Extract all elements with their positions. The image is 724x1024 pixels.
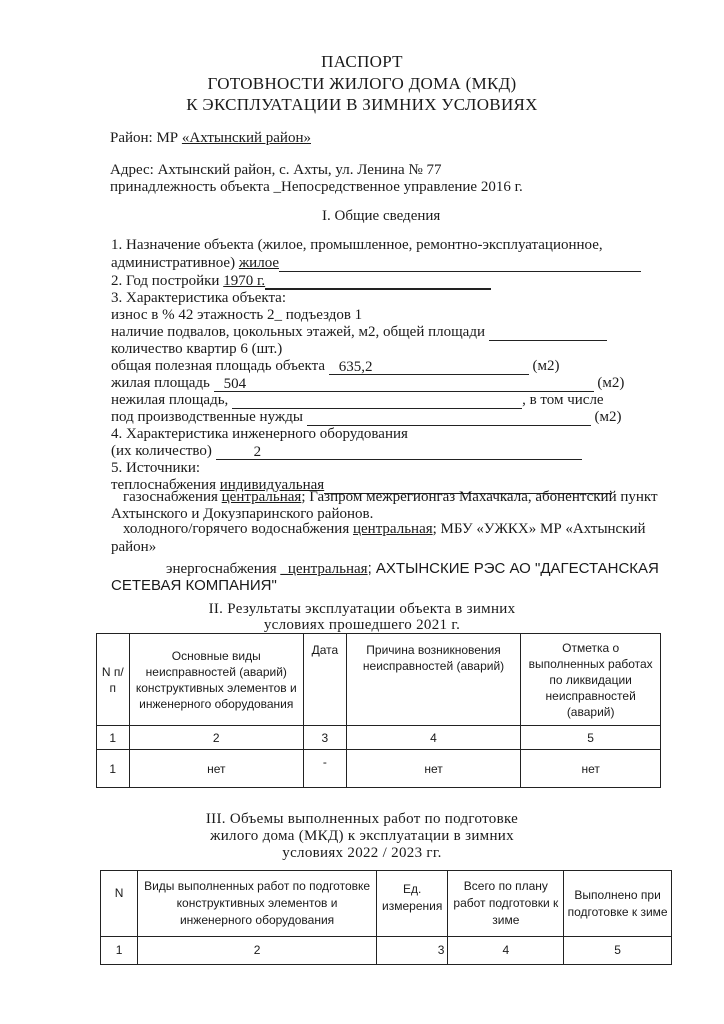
gas-provider: ; Газпром межрегионгаз Махачкала, абонентский пункт <box>301 489 658 505</box>
power-label: энергоснабжения <box>166 561 281 577</box>
item2-label: 2. Год постройки <box>111 273 224 289</box>
works-table <box>100 870 672 965</box>
living-area-line <box>111 375 624 392</box>
heat-value: индивидуальная <box>219 477 325 493</box>
table-row <box>97 750 661 788</box>
water-paragraph <box>111 520 671 539</box>
fill-line <box>307 410 591 426</box>
district-label: Район: МР <box>110 130 182 146</box>
power-line-2: СЕТЕВАЯ КОМПАНИЯ" <box>111 577 277 594</box>
section1-title: I. Общие сведения <box>322 208 441 224</box>
fill-line <box>489 325 607 341</box>
item4-count-line <box>111 443 582 460</box>
section2-title: II. Результаты эксплуатации объекта в зимних <box>208 601 516 617</box>
header-plan-total: Всего по плану работ подготовки к зиме <box>448 871 564 937</box>
header-fault-types: Основные виды неисправностей (аварий) конструктивных элементов и инженерного оборудования <box>129 634 304 726</box>
header-mark: Отметка о выполненных работах по ликвидации неисправностей (аварий) <box>521 634 661 726</box>
header-cause: Причина возникновения неисправностей (аварий) <box>346 634 521 726</box>
nonliving-area-line <box>111 392 604 409</box>
fill-line <box>279 256 641 272</box>
table-header-row <box>97 634 661 726</box>
header-number: N <box>101 871 138 937</box>
item4-title: 4. Характеристика инженерного оборудования <box>111 426 408 442</box>
ownership-line: принадлежность объекта _Непосредственное управление 2016 г. <box>110 179 523 195</box>
living-area-label: жилая площадь <box>111 375 214 391</box>
gas-paragraph <box>111 488 671 507</box>
district-value: «Ахтынский район» <box>181 130 311 146</box>
table-row <box>101 937 672 965</box>
address-line: Адрес: Ахтынский район, с. Ахты, ул. Ленина № 77 <box>110 162 442 178</box>
power-value: _центральная <box>280 561 368 577</box>
section3-title-2: жилого дома (МКД) к эксплуатации в зимних <box>210 828 514 844</box>
item1-value: жилое <box>238 255 280 271</box>
table-cell: 1 <box>101 937 138 965</box>
wear-line: износ в % 42 этажность 2_ подъездов 1 <box>111 307 363 323</box>
gas-paragraph-2: Ахтынского и Докузпаринского районов. <box>111 506 374 522</box>
gas-label: газоснабжения <box>123 489 222 505</box>
table-cell: 4 <box>448 937 564 965</box>
table-cell: 3 <box>304 726 347 750</box>
header-completed: Выполнено при подготовке к зиме <box>564 871 672 937</box>
item2-value: 1970 г. <box>223 273 266 289</box>
water-paragraph-2: район» <box>111 539 157 555</box>
power-provider: ; АХТЫНСКИЕ РЭС АО "ДАГЕСТАНСКАЯ <box>367 560 659 577</box>
production-label: под производственные нужды <box>111 409 303 425</box>
power-line <box>166 560 659 578</box>
table-cell: нет <box>346 750 521 788</box>
item3-title: 3. Характеристика объекта: <box>111 290 287 306</box>
item1-label: административное) <box>111 255 239 271</box>
table-cell: - <box>304 750 347 788</box>
results-table <box>96 633 661 788</box>
useful-area-value: 635,2 <box>338 359 373 375</box>
section3-title: III. Объемы выполненных работ по подготовке <box>205 811 519 827</box>
table-cell: нет <box>129 750 304 788</box>
living-area-value: 504 <box>223 376 247 392</box>
section2-title-2: условиях прошедшего 2021 г. <box>263 617 461 633</box>
basements-label: наличие подвалов, цокольных этажей, м2, общей площади <box>111 324 485 340</box>
nonliving-label: нежилая площадь, <box>111 392 229 408</box>
table-cell: нет <box>521 750 661 788</box>
fill-line <box>232 393 522 409</box>
document-title: ПАСПОРТ <box>321 52 403 71</box>
unit-label: (м2) <box>532 358 560 374</box>
living-area-field <box>214 376 594 392</box>
document-subtitle: ГОТОВНОСТИ ЖИЛОГО ДОМА (МКД) <box>207 74 517 93</box>
useful-area-field <box>329 359 529 375</box>
table-row <box>97 726 661 750</box>
table-cell: 4 <box>346 726 521 750</box>
header-unit: Ед. измерения <box>376 871 448 937</box>
fill-line <box>265 273 491 290</box>
water-value: центральная <box>352 521 433 537</box>
unit-label: (м2) <box>597 375 625 391</box>
item4-count-field <box>216 444 582 460</box>
table-cell: 2 <box>129 726 304 750</box>
table-cell: 1 <box>97 726 130 750</box>
gas-value: центральная <box>221 489 302 505</box>
basements-line <box>111 324 607 341</box>
header-work-types: Виды выполненных работ по подготовке конструктивных элементов и инженерного оборудования <box>138 871 377 937</box>
table-cell: 2 <box>138 937 377 965</box>
item5-title: 5. Источники: <box>111 460 201 476</box>
table-cell: 5 <box>564 937 672 965</box>
table-cell: 3 <box>376 937 448 965</box>
section3-title-3: условиях 2022 / 2023 гг. <box>282 845 442 861</box>
header-date: Дата <box>304 634 347 726</box>
heat-label: теплоснабжения <box>111 477 220 493</box>
item2-line <box>111 273 491 290</box>
district-line <box>110 130 311 147</box>
production-line <box>111 409 621 426</box>
header-number: N п/п <box>97 634 130 726</box>
item4-count-label: (их количество) <box>111 443 216 459</box>
unit-label: (м2) <box>594 409 622 425</box>
document-subtitle-2: К ЭКСПЛУАТАЦИИ В ЗИМНИХ УСЛОВИЯХ <box>186 95 538 114</box>
water-label: холодного/горячего водоснабжения <box>123 521 353 537</box>
table-cell: 5 <box>521 726 661 750</box>
useful-area-label: общая полезная площадь объекта <box>111 358 329 374</box>
item1-line1: 1. Назначение объекта (жилое, промышленное, ремонтно-эксплуатационное, <box>111 237 603 253</box>
apartments-line: количество квартир 6 (шт.) <box>111 341 283 357</box>
table-cell: 1 <box>97 750 130 788</box>
table-header-row <box>101 871 672 937</box>
useful-area-line <box>111 358 560 375</box>
item4-count-value: 2 <box>253 444 262 460</box>
item1-line2 <box>111 255 641 272</box>
water-provider: ; МБУ «УЖКХ» МР «Ахтынский <box>432 521 646 537</box>
nonliving-suffix: , в том числе <box>522 392 604 408</box>
